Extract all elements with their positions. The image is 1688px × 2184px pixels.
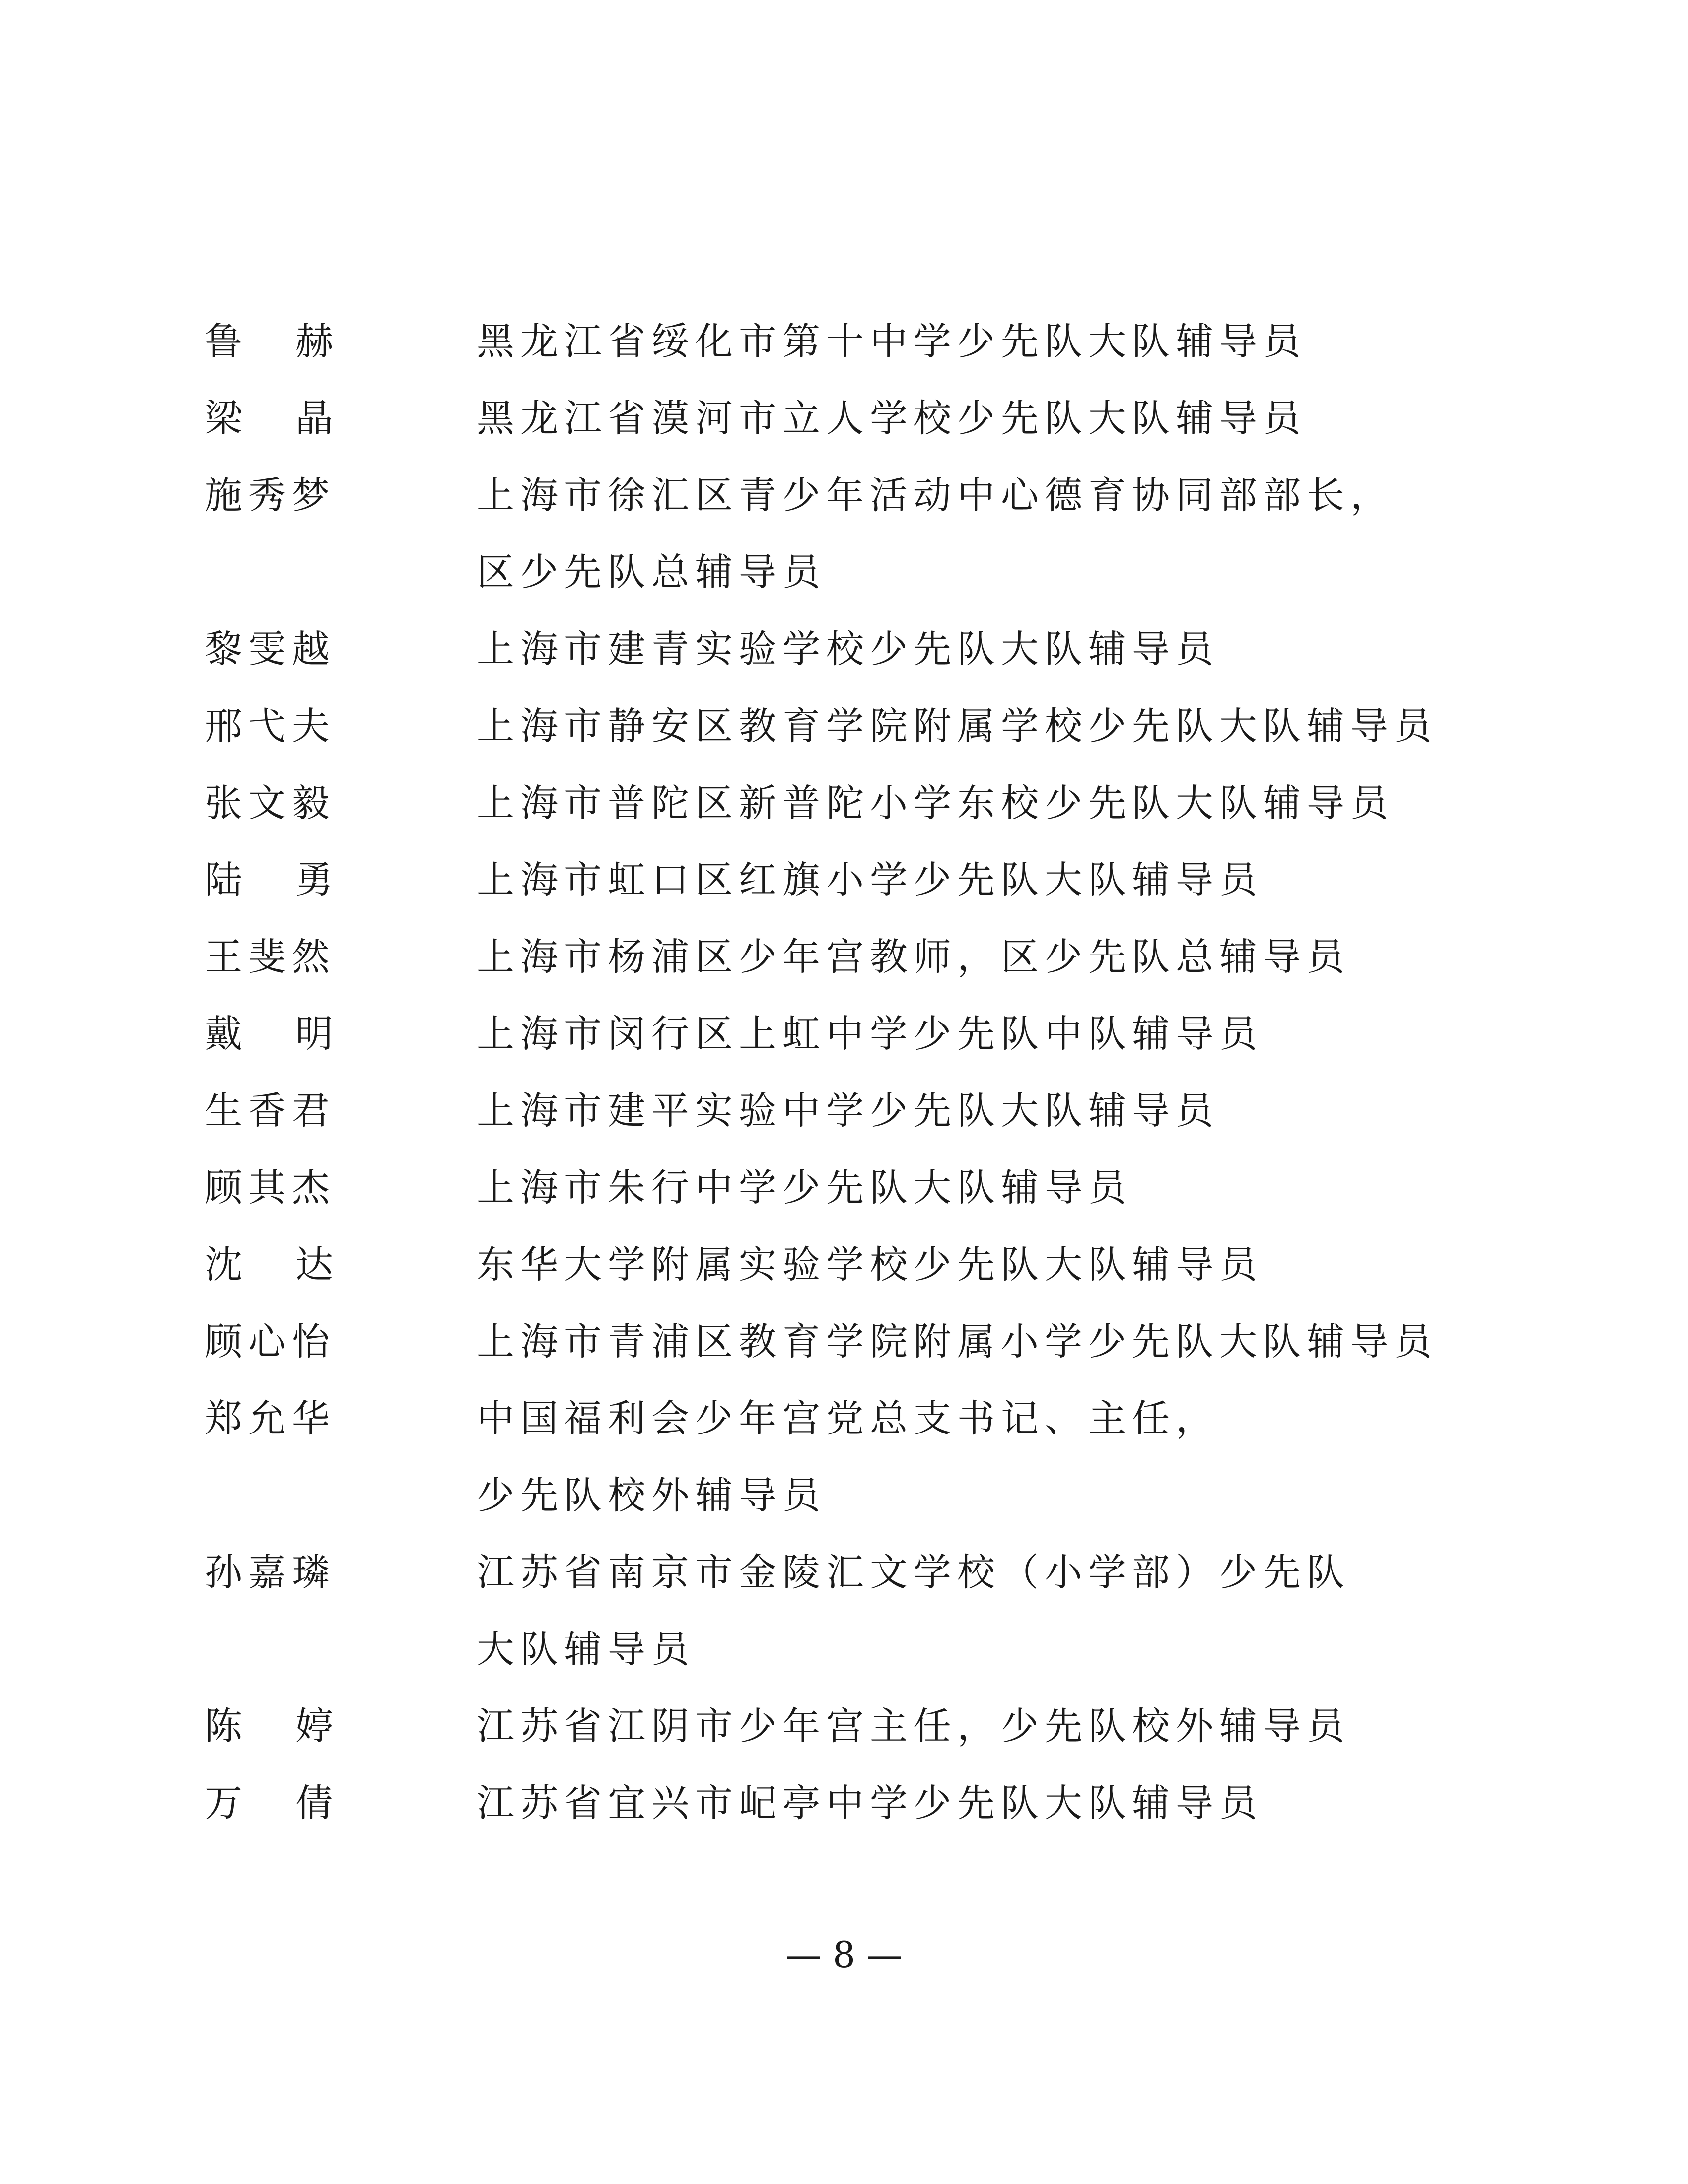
person-name: 黎雯越 bbox=[205, 627, 336, 671]
list-item bbox=[205, 995, 1495, 1072]
list-item bbox=[205, 1303, 1495, 1380]
position-description bbox=[477, 303, 1495, 380]
position-line: 上海市徐汇区青少年活动中心德育协同部部长， bbox=[477, 473, 1394, 517]
list-item bbox=[205, 457, 1495, 611]
personnel-list bbox=[205, 303, 1495, 1842]
position-line: 黑龙江省漠河市立人学校少先队大队辅导员 bbox=[477, 396, 1307, 440]
position-line: 上海市闵行区上虹中学少先队中队辅导员 bbox=[477, 1012, 1263, 1056]
list-item bbox=[205, 764, 1495, 841]
position-line: 少先队校外辅导员 bbox=[477, 1473, 826, 1517]
person-name: 郑允华 bbox=[205, 1396, 336, 1440]
position-description bbox=[477, 764, 1495, 841]
list-item bbox=[205, 1765, 1495, 1842]
person-name: 万倩 bbox=[205, 1781, 386, 1825]
position-line: 江苏省江阴市少年宫主任，少先队校外辅导员 bbox=[477, 1704, 1350, 1748]
list-item bbox=[205, 1688, 1495, 1765]
position-description bbox=[477, 380, 1495, 457]
position-line: 上海市杨浦区少年宫教师，区少先队总辅导员 bbox=[477, 935, 1350, 979]
position-description bbox=[477, 1303, 1495, 1380]
position-line: 中国福利会少年宫党总支书记、主任， bbox=[477, 1396, 1219, 1440]
position-description bbox=[477, 841, 1495, 918]
list-item bbox=[205, 918, 1495, 995]
person-name: 顾心怡 bbox=[205, 1319, 336, 1364]
person-name: 王斐然 bbox=[205, 935, 336, 979]
position-line: 东华大学附属实验学校少先队大队辅导员 bbox=[477, 1242, 1263, 1287]
person-name: 孙嘉璘 bbox=[205, 1550, 336, 1594]
list-item bbox=[205, 1226, 1495, 1303]
position-line: 黑龙江省绥化市第十中学少先队大队辅导员 bbox=[477, 319, 1307, 363]
list-item bbox=[205, 687, 1495, 764]
position-description bbox=[477, 1380, 1495, 1534]
list-item bbox=[205, 1380, 1495, 1534]
position-description bbox=[477, 995, 1495, 1072]
position-line: 上海市建平实验中学少先队大队辅导员 bbox=[477, 1089, 1219, 1133]
list-item bbox=[205, 380, 1495, 457]
list-item bbox=[205, 841, 1495, 918]
person-name: 生香君 bbox=[205, 1089, 336, 1133]
position-description bbox=[477, 1072, 1495, 1149]
list-item bbox=[205, 1149, 1495, 1226]
position-description bbox=[477, 1534, 1495, 1688]
person-name: 顾其杰 bbox=[205, 1165, 336, 1210]
position-description bbox=[477, 1226, 1495, 1303]
list-item bbox=[205, 1072, 1495, 1149]
position-line: 上海市朱行中学少先队大队辅导员 bbox=[477, 1165, 1132, 1210]
position-line: 上海市虹口区红旗小学少先队大队辅导员 bbox=[477, 858, 1263, 902]
position-description bbox=[477, 1688, 1495, 1765]
person-name: 施秀梦 bbox=[205, 473, 336, 517]
position-description bbox=[477, 1149, 1495, 1226]
person-name: 沈达 bbox=[205, 1242, 386, 1287]
person-name: 邢弋夫 bbox=[205, 704, 336, 748]
list-item bbox=[205, 611, 1495, 687]
person-name: 梁晶 bbox=[205, 396, 386, 440]
position-line: 上海市建青实验学校少先队大队辅导员 bbox=[477, 627, 1219, 671]
list-item bbox=[205, 303, 1495, 380]
position-description bbox=[477, 918, 1495, 995]
position-description bbox=[477, 1765, 1495, 1842]
page-number: — 8 — bbox=[785, 1934, 903, 1976]
position-description bbox=[477, 611, 1495, 687]
person-name: 鲁赫 bbox=[205, 319, 386, 363]
person-name: 戴明 bbox=[205, 1012, 386, 1056]
position-line: 上海市静安区教育学院附属学校少先队大队辅导员 bbox=[477, 704, 1438, 748]
position-line: 大队辅导员 bbox=[477, 1627, 695, 1671]
position-line: 上海市青浦区教育学院附属小学少先队大队辅导员 bbox=[477, 1319, 1438, 1364]
position-line: 江苏省宜兴市屺亭中学少先队大队辅导员 bbox=[477, 1781, 1263, 1825]
position-description bbox=[477, 687, 1495, 764]
position-line: 区少先队总辅导员 bbox=[477, 550, 826, 594]
person-name: 张文毅 bbox=[205, 781, 336, 825]
person-name: 陆勇 bbox=[205, 858, 386, 902]
position-description bbox=[477, 457, 1495, 611]
position-line: 江苏省南京市金陵汇文学校（小学部）少先队 bbox=[477, 1550, 1350, 1594]
position-line: 上海市普陀区新普陀小学东校少先队大队辅导员 bbox=[477, 781, 1394, 825]
list-item bbox=[205, 1534, 1495, 1688]
person-name: 陈婷 bbox=[205, 1704, 386, 1748]
